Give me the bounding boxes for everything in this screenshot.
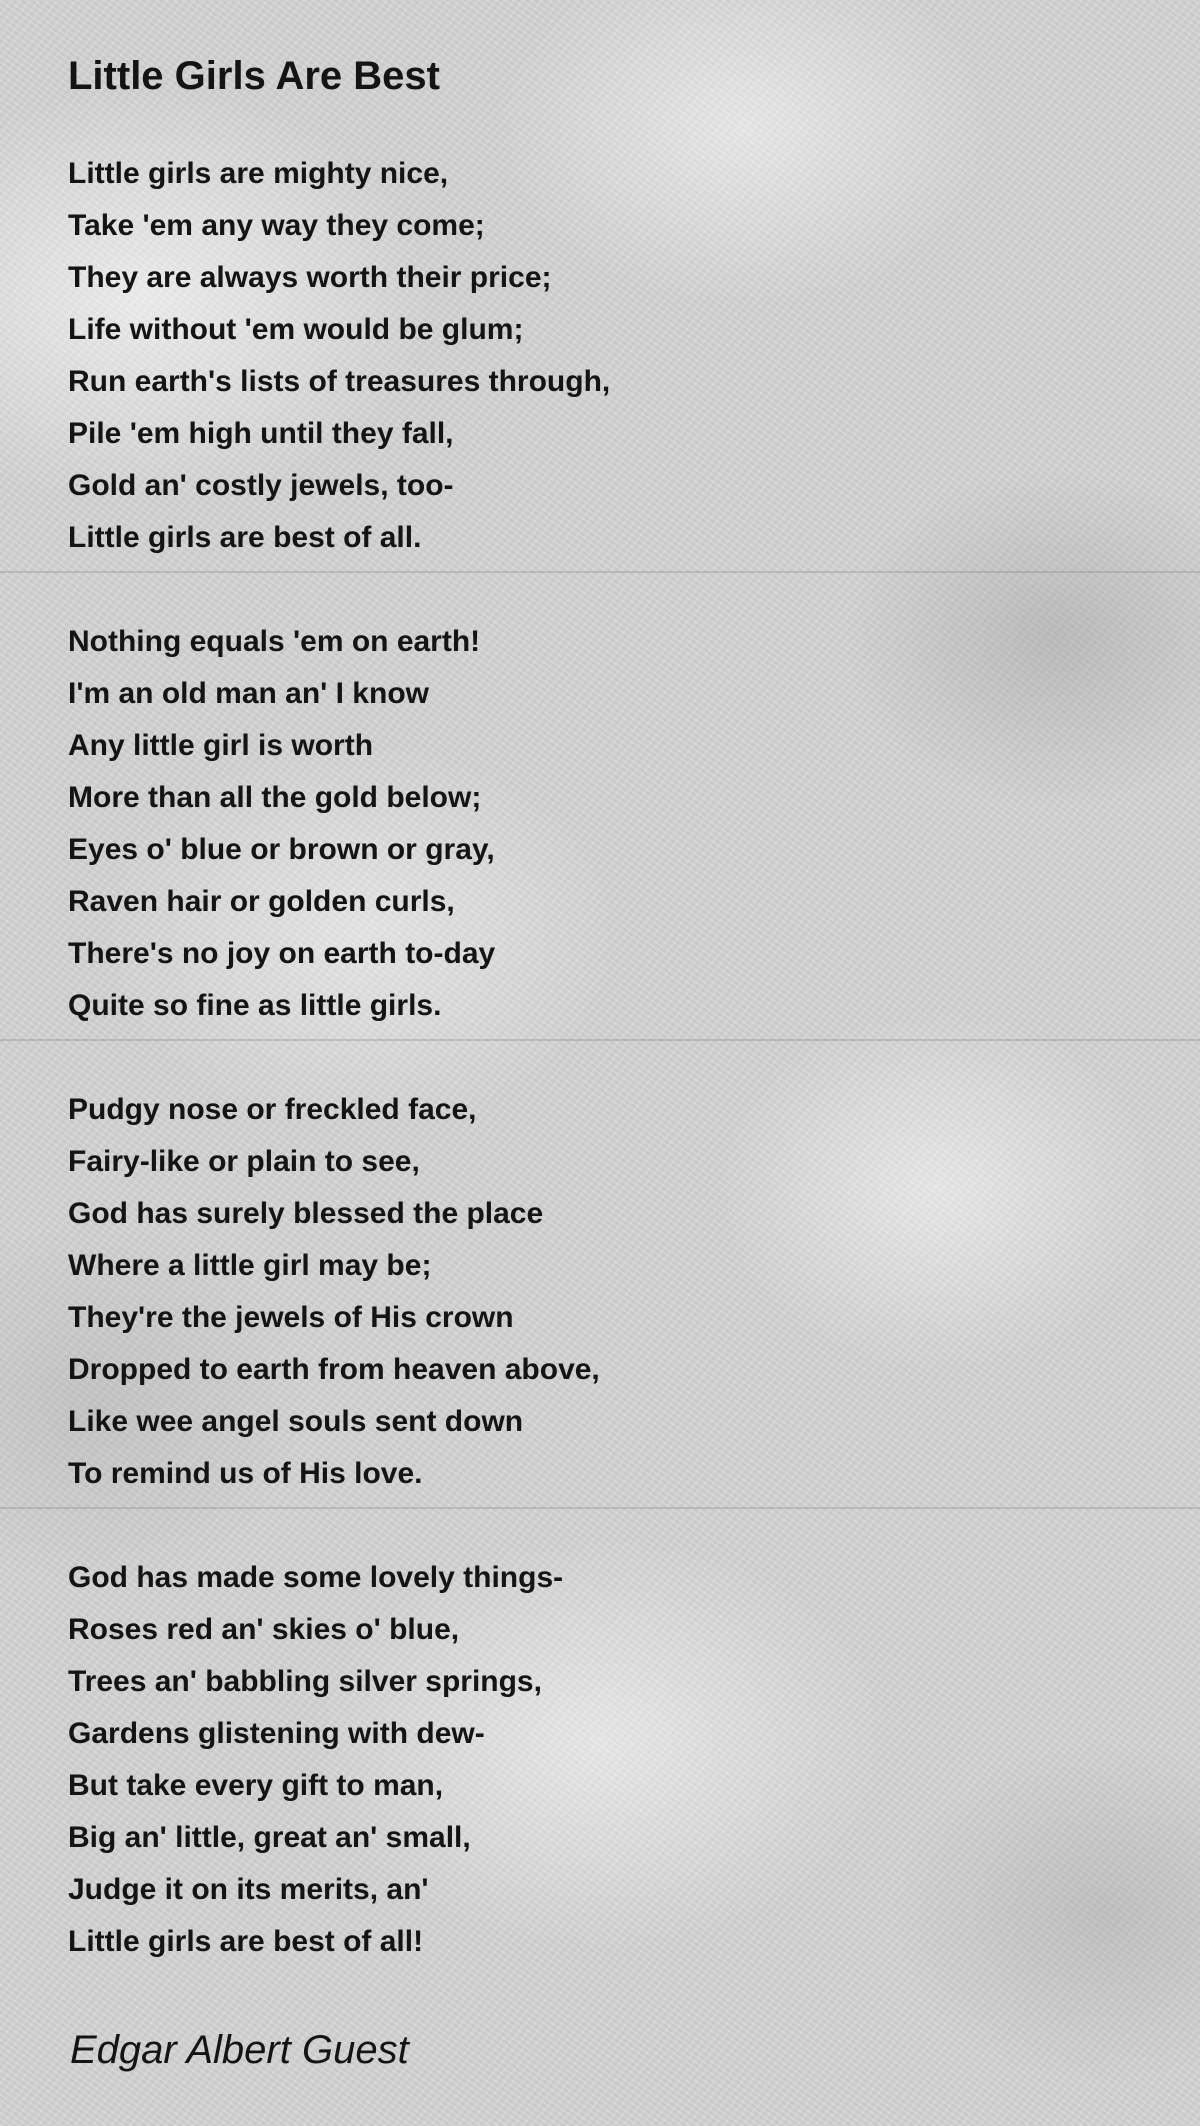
poem-title: Little Girls Are Best (68, 54, 440, 98)
poem-line: Little girls are mighty nice, (68, 157, 449, 190)
poem-line: Pudgy nose or freckled face, (68, 1093, 477, 1126)
poem-line: Take 'em any way they come; (68, 209, 485, 242)
poem-line: God has surely blessed the place (68, 1197, 544, 1230)
poem-line: Run earth's lists of treasures through, (68, 365, 611, 398)
poem-line: Little girls are best of all! (68, 1925, 424, 1958)
poem-line: They're the jewels of His crown (68, 1301, 514, 1334)
poem-line: There's no joy on earth to-day (68, 937, 496, 970)
poem-line: Like wee angel souls sent down (68, 1405, 524, 1438)
poem-line: Fairy-like or plain to see, (68, 1145, 420, 1178)
poem-line: Where a little girl may be; (68, 1249, 432, 1282)
poem-author: Edgar Albert Guest (70, 2028, 409, 2072)
poem-line: Trees an' babbling silver springs, (68, 1665, 542, 1698)
poem-line: Nothing equals 'em on earth! (68, 625, 481, 658)
poem-line: God has made some lovely things- (68, 1561, 564, 1594)
poem-line: Quite so fine as little girls. (68, 989, 442, 1022)
poem-line: Big an' little, great an' small, (68, 1821, 471, 1854)
poem-line: But take every gift to man, (68, 1769, 444, 1802)
poem-line: More than all the gold below; (68, 781, 482, 814)
poem-line: Pile 'em high until they fall, (68, 417, 454, 450)
poem-line: Life without 'em would be glum; (68, 313, 524, 346)
poem-line: Any little girl is worth (68, 729, 374, 762)
poem-line: Little girls are best of all. (68, 521, 422, 554)
stanza-4 (68, 1552, 1148, 1968)
poem-line: Roses red an' skies o' blue, (68, 1613, 460, 1646)
stanza-2 (68, 616, 1148, 1032)
poem-line: They are always worth their price; (68, 261, 552, 294)
poem-line: To remind us of His love. (68, 1457, 423, 1490)
poem-container (68, 48, 1148, 1968)
stanza-1 (68, 148, 1148, 564)
poem-line: Eyes o' blue or brown or gray, (68, 833, 495, 866)
poem-line: Raven hair or golden curls, (68, 885, 455, 918)
poem-line: Judge it on its merits, an' (68, 1873, 429, 1906)
poem-line: I'm an old man an' I know (68, 677, 429, 710)
poem-line: Gardens glistening with dew- (68, 1717, 485, 1750)
poem-line: Gold an' costly jewels, too- (68, 469, 454, 502)
stanza-3 (68, 1084, 1148, 1500)
poem-line: Dropped to earth from heaven above, (68, 1353, 600, 1386)
